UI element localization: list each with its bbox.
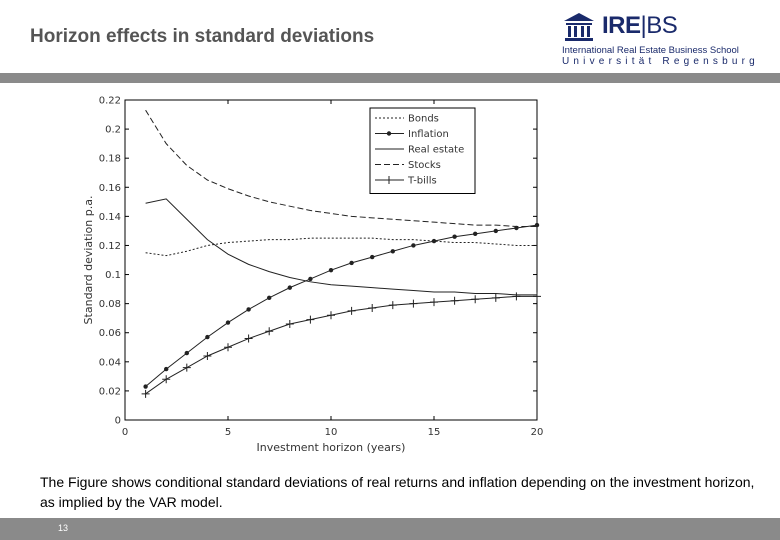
series-point-inflation-5 [246,307,250,311]
slide-title: Horizon effects in standard deviations [30,26,375,47]
series-line-bonds [146,238,537,255]
legend-label-real-estate: Real estate [408,144,465,156]
series-point-inflation-10 [349,261,353,265]
series-point-inflation-9 [329,268,333,272]
series-line-t-bills [146,296,537,393]
x-axis-label: Investment horizon (years) [256,441,406,454]
y-tick-label-10: 0.2 [105,124,121,136]
series-point-inflation-17 [494,229,498,233]
series-point-t-bills-2 [183,364,191,372]
series-point-inflation-4 [226,320,230,324]
series-point-t-bills-19 [533,292,541,300]
figure-caption: The Figure shows conditional standard deviations of real returns and inflation depending on the investment horizon, as implied by the VAR model. [40,474,755,510]
series-point-t-bills-18 [512,292,520,300]
logo-name-bold: IRE [602,12,641,39]
series-line-real-estate [146,199,537,295]
series-point-inflation-1 [164,367,168,371]
logo-university-name: Universität Regensburg [562,56,759,67]
y-tick-label-7: 0.14 [98,211,121,223]
logo-school-name: International Real Estate Business School [562,45,739,56]
series-point-t-bills-1 [162,375,170,383]
series-point-inflation-14 [432,239,436,243]
legend-label-bonds: Bonds [408,113,439,125]
y-tick-label-11: 0.22 [98,95,121,107]
building-icon [563,12,595,42]
series-point-t-bills-12 [389,301,397,309]
series-point-inflation-15 [452,235,456,239]
x-tick-label-4: 20 [530,427,544,438]
series-point-t-bills-10 [348,307,356,315]
irebs-logo [560,10,780,70]
y-tick-label-8: 0.16 [98,182,121,194]
logo-name-light: |BS [640,12,678,39]
series-point-inflation-12 [391,249,395,253]
legend-label-t-bills: T-bills [408,175,437,187]
y-tick-label-1: 0.02 [98,386,121,398]
y-tick-label-4: 0.08 [98,299,121,311]
y-tick-label-5: 0.1 [105,270,121,282]
y-tick-label-9: 0.18 [98,153,121,165]
series-point-t-bills-14 [430,298,438,306]
series-point-t-bills-7 [286,320,294,328]
series-point-inflation-8 [308,277,312,281]
series-point-inflation-6 [267,296,271,300]
series-point-t-bills-6 [265,327,273,335]
x-tick-label-1: 5 [224,427,232,438]
horizon-chart [70,88,550,458]
series-point-inflation-11 [370,255,374,259]
legend-label-stocks: Stocks [408,160,441,171]
series-point-inflation-3 [205,335,209,339]
y-tick-label-2: 0.04 [98,357,121,369]
series-point-inflation-13 [411,243,415,247]
series-point-t-bills-15 [451,297,459,305]
x-tick-label-0: 0 [121,427,129,438]
series-point-inflation-16 [473,232,477,236]
y-tick-label-0: 0 [114,415,121,427]
footer-bar [0,518,780,540]
series-point-t-bills-17 [492,294,500,302]
series-point-t-bills-8 [306,316,314,324]
series-line-inflation [146,225,537,386]
y-axis-label: Standard deviation p.a. [82,195,95,325]
chart-svg [70,88,550,458]
header-divider-bar [0,73,780,83]
legend-marker-inflation [387,131,391,135]
x-tick-label-3: 15 [427,427,441,438]
y-tick-label-6: 0.12 [98,240,121,252]
series-point-t-bills-3 [203,352,211,360]
series-line-stocks [146,110,537,226]
x-tick-label-2: 10 [324,427,338,438]
series-point-t-bills-16 [471,295,479,303]
series-point-t-bills-11 [368,304,376,312]
series-point-inflation-2 [185,351,189,355]
logo-wordmark [602,12,677,40]
series-point-t-bills-13 [409,300,417,308]
series-point-inflation-7 [288,285,292,289]
series-point-t-bills-5 [245,335,253,343]
series-point-t-bills-9 [327,311,335,319]
legend-label-inflation: Inflation [408,129,449,140]
series-point-t-bills-0 [142,390,150,398]
series-point-inflation-0 [143,384,147,388]
page-number: 13 [58,523,69,533]
series-point-t-bills-4 [224,343,232,351]
y-tick-label-3: 0.06 [98,328,121,340]
